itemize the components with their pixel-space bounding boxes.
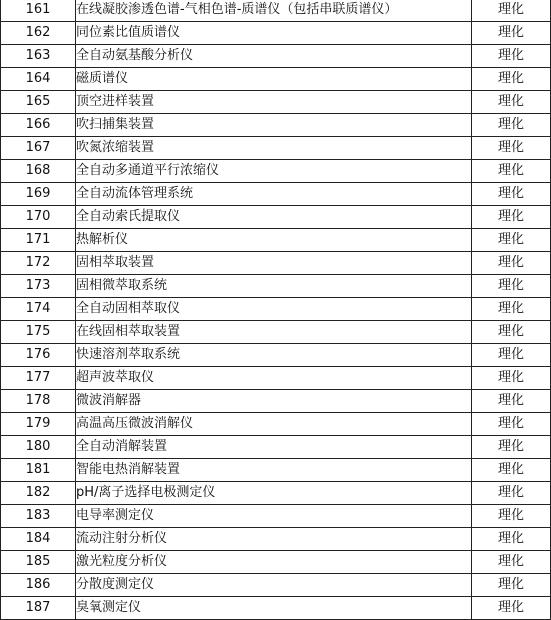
- row-number: 176: [1, 344, 76, 367]
- row-number: 168: [1, 160, 76, 183]
- row-number: 173: [1, 275, 76, 298]
- row-number: 187: [1, 597, 76, 620]
- row-number: 181: [1, 459, 76, 482]
- table-row: [1, 321, 551, 344]
- equipment-name: 固相萃取装置: [76, 252, 472, 275]
- equipment-name: 臭氧测定仪: [76, 597, 472, 620]
- table-row: [1, 390, 551, 413]
- equipment-category: 理化: [472, 229, 551, 252]
- row-number: 177: [1, 367, 76, 390]
- equipment-name: 流动注射分析仪: [76, 528, 472, 551]
- equipment-category: 理化: [472, 597, 551, 620]
- table-row: [1, 22, 551, 45]
- equipment-category: 理化: [472, 252, 551, 275]
- equipment-category: 理化: [472, 45, 551, 68]
- table-row: [1, 183, 551, 206]
- equipment-category: 理化: [472, 482, 551, 505]
- equipment-name: 全自动多通道平行浓缩仪: [76, 160, 472, 183]
- equipment-name: 快速溶剂萃取系统: [76, 344, 472, 367]
- equipment-name: 全自动固相萃取仪: [76, 298, 472, 321]
- row-number: 186: [1, 574, 76, 597]
- table-row: [1, 68, 551, 91]
- table-row: [1, 91, 551, 114]
- table-row: [1, 505, 551, 528]
- table-row: [1, 114, 551, 137]
- row-number: 161: [1, 0, 76, 22]
- table-row: [1, 344, 551, 367]
- equipment-name: 在线凝胶渗透色谱-气相色谱-质谱仪（包括串联质谱仪）: [76, 0, 472, 22]
- equipment-category: 理化: [472, 344, 551, 367]
- table-row: [1, 482, 551, 505]
- table-row: [1, 574, 551, 597]
- equipment-category: 理化: [472, 206, 551, 229]
- equipment-table-body: [1, 0, 551, 620]
- equipment-category: 理化: [472, 367, 551, 390]
- row-number: 169: [1, 183, 76, 206]
- equipment-name: 磁质谱仪: [76, 68, 472, 91]
- equipment-name: pH/离子选择电极测定仪: [76, 482, 472, 505]
- equipment-category: 理化: [472, 551, 551, 574]
- row-number: 162: [1, 22, 76, 45]
- equipment-category: 理化: [472, 68, 551, 91]
- equipment-name: 高温高压微波消解仪: [76, 413, 472, 436]
- equipment-name: 同位素比值质谱仪: [76, 22, 472, 45]
- equipment-name: 热解析仪: [76, 229, 472, 252]
- table-row: [1, 252, 551, 275]
- equipment-category: 理化: [472, 91, 551, 114]
- row-number: 175: [1, 321, 76, 344]
- equipment-name: 激光粒度分析仪: [76, 551, 472, 574]
- row-number: 164: [1, 68, 76, 91]
- row-number: 166: [1, 114, 76, 137]
- table-row: [1, 436, 551, 459]
- equipment-name: 微波消解器: [76, 390, 472, 413]
- equipment-name: 电导率测定仪: [76, 505, 472, 528]
- equipment-name: 固相微萃取系统: [76, 275, 472, 298]
- equipment-category: 理化: [472, 160, 551, 183]
- equipment-category: 理化: [472, 183, 551, 206]
- equipment-name: 顶空进样装置: [76, 91, 472, 114]
- row-number: 178: [1, 390, 76, 413]
- row-number: 171: [1, 229, 76, 252]
- row-number: 184: [1, 528, 76, 551]
- equipment-category: 理化: [472, 459, 551, 482]
- table-row: [1, 459, 551, 482]
- equipment-category: 理化: [472, 528, 551, 551]
- equipment-category: 理化: [472, 114, 551, 137]
- equipment-category: 理化: [472, 505, 551, 528]
- row-number: 180: [1, 436, 76, 459]
- row-number: 174: [1, 298, 76, 321]
- equipment-name: 全自动索氏提取仪: [76, 206, 472, 229]
- row-number: 163: [1, 45, 76, 68]
- equipment-name: 超声波萃取仪: [76, 367, 472, 390]
- equipment-name: 全自动氨基酸分析仪: [76, 45, 472, 68]
- equipment-category: 理化: [472, 436, 551, 459]
- equipment-name: 全自动流体管理系统: [76, 183, 472, 206]
- equipment-category: 理化: [472, 22, 551, 45]
- table-row: [1, 413, 551, 436]
- row-number: 165: [1, 91, 76, 114]
- table-row: [1, 275, 551, 298]
- equipment-name: 吹氮浓缩装置: [76, 137, 472, 160]
- table-row: [1, 206, 551, 229]
- row-number: 185: [1, 551, 76, 574]
- equipment-category: 理化: [472, 137, 551, 160]
- table-row: [1, 597, 551, 620]
- equipment-category: 理化: [472, 0, 551, 22]
- table-row: [1, 528, 551, 551]
- equipment-category: 理化: [472, 574, 551, 597]
- equipment-name: 分散度测定仪: [76, 574, 472, 597]
- table-row: [1, 45, 551, 68]
- table-row: [1, 551, 551, 574]
- equipment-name: 在线固相萃取装置: [76, 321, 472, 344]
- table-row: [1, 0, 551, 22]
- table-row: [1, 229, 551, 252]
- row-number: 183: [1, 505, 76, 528]
- row-number: 182: [1, 482, 76, 505]
- row-number: 170: [1, 206, 76, 229]
- table-row: [1, 298, 551, 321]
- table-row: [1, 160, 551, 183]
- table-row: [1, 367, 551, 390]
- equipment-category: 理化: [472, 298, 551, 321]
- table-row: [1, 137, 551, 160]
- equipment-category: 理化: [472, 321, 551, 344]
- row-number: 167: [1, 137, 76, 160]
- equipment-category: 理化: [472, 413, 551, 436]
- row-number: 179: [1, 413, 76, 436]
- equipment-name: 吹扫捕集装置: [76, 114, 472, 137]
- equipment-name: 智能电热消解装置: [76, 459, 472, 482]
- equipment-name: 全自动消解装置: [76, 436, 472, 459]
- equipment-category: 理化: [472, 390, 551, 413]
- row-number: 172: [1, 252, 76, 275]
- equipment-category: 理化: [472, 275, 551, 298]
